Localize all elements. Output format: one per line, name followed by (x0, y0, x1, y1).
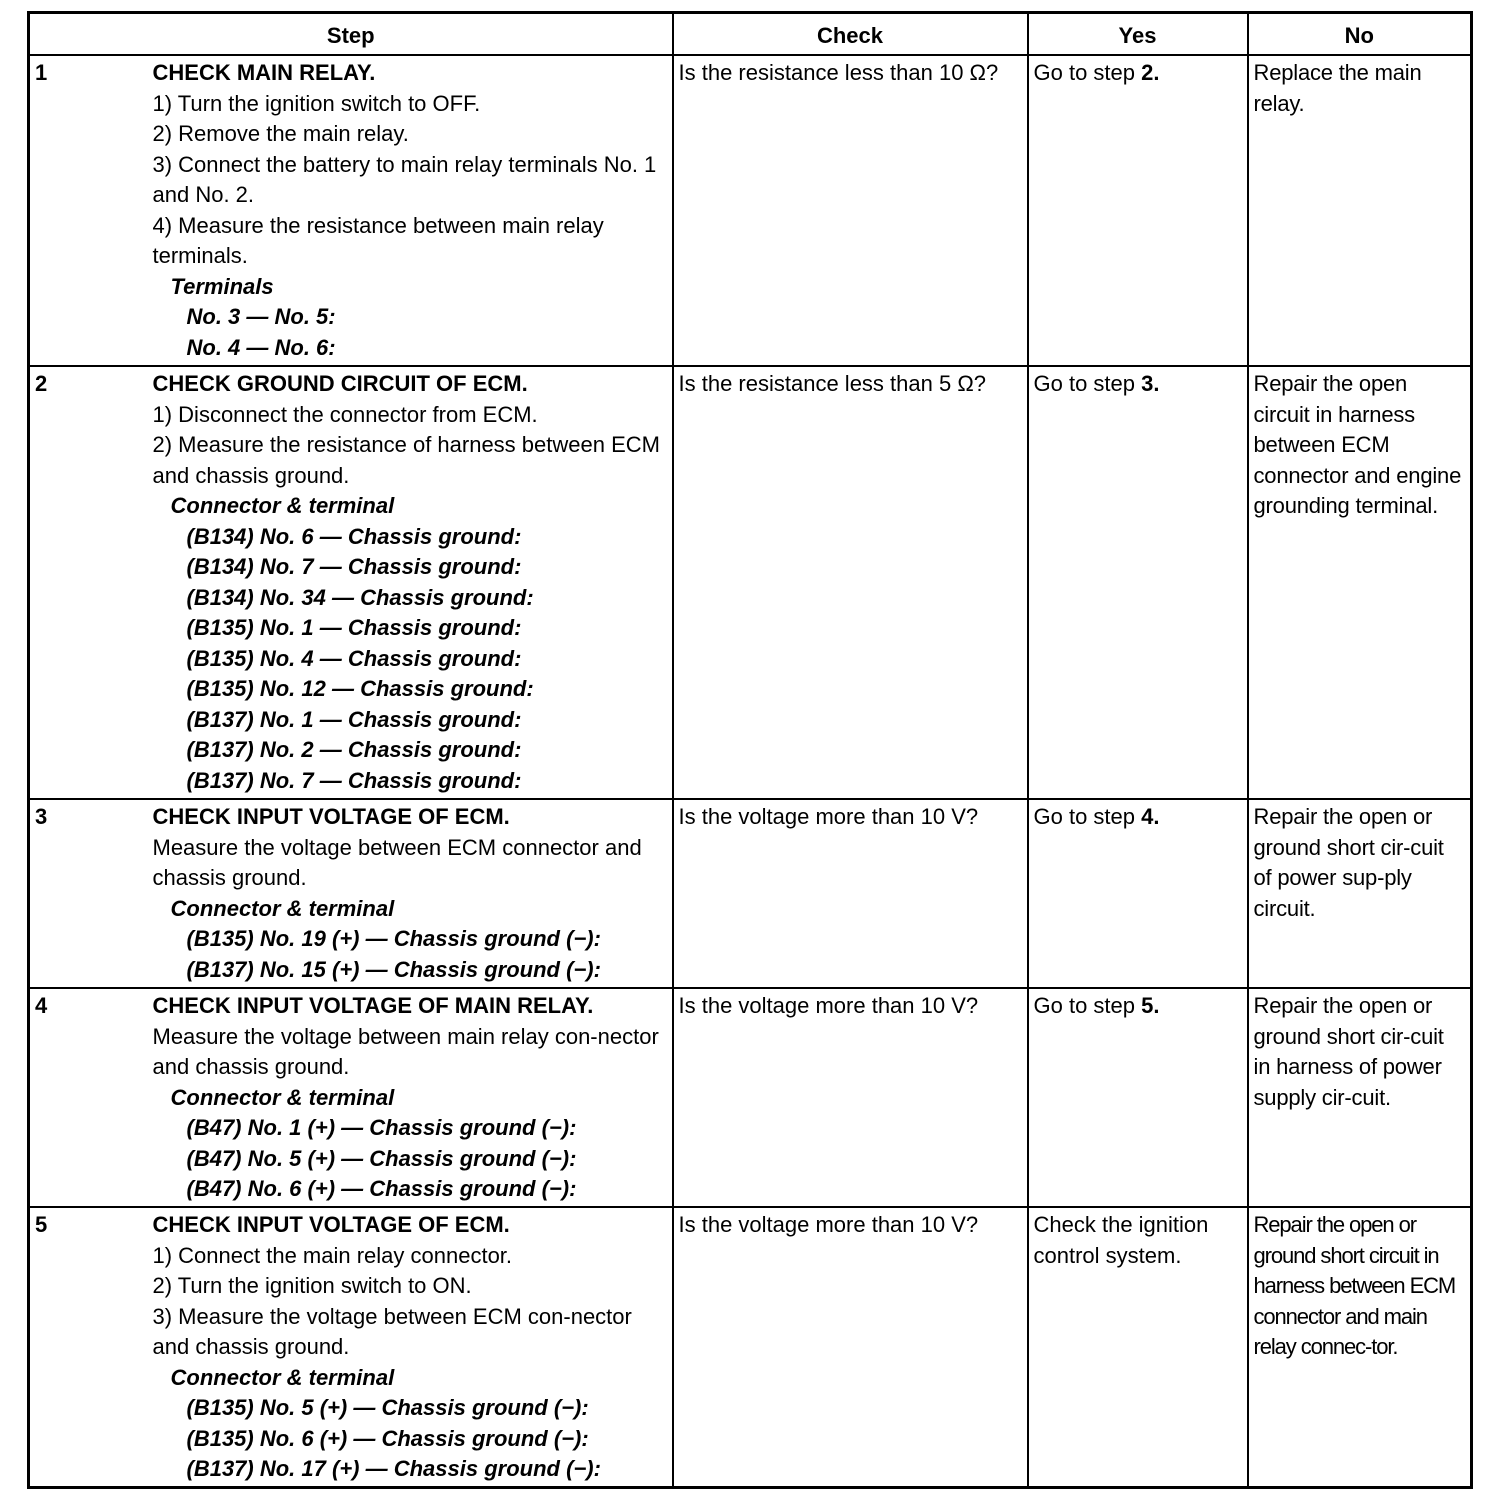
yes-step-number: 4. (1141, 804, 1160, 829)
header-row (29, 13, 1472, 56)
spec-item: No. 4 — No. 6: (186, 334, 336, 360)
header-yes: Yes (1028, 13, 1248, 56)
step-number: 3 (29, 799, 148, 988)
step-title: CHECK MAIN RELAY. (152, 60, 376, 85)
no-action: Repair the open or ground short cir-cuit in harness of power supply cir-cuit. (1248, 988, 1472, 1207)
step-description (148, 55, 673, 366)
yes-text: Go to step (1033, 60, 1142, 85)
no-action: Repair the open or ground short circuit in harness between ECM connector and main relay connec-tor. (1248, 1207, 1472, 1487)
no-action: Repair the open or ground short cir-cuit of power sup-ply circuit. (1248, 799, 1472, 988)
step-title: CHECK INPUT VOLTAGE OF ECM. (152, 804, 510, 829)
step-number: 1 (29, 55, 148, 366)
check-question: Is the resistance less than 10 Ω? (673, 55, 1028, 366)
header-no: No (1248, 13, 1472, 56)
spec-heading: Connector & terminal (170, 1084, 395, 1110)
step-description (148, 799, 673, 988)
spec-item: (B135) No. 4 — Chassis ground: (186, 645, 522, 671)
step-description (148, 988, 673, 1207)
spec-item: (B137) No. 1 — Chassis ground: (186, 706, 522, 732)
step-row (29, 1207, 1472, 1487)
step-instruction: 1) Turn the ignition switch to OFF. (152, 90, 481, 116)
step-title: CHECK INPUT VOLTAGE OF ECM. (152, 1212, 510, 1237)
yes-action (1028, 799, 1248, 988)
no-action: Repair the open circuit in harness between ECM connector and engine grounding terminal. (1248, 366, 1472, 799)
spec-item: (B135) No. 1 — Chassis ground: (186, 615, 522, 640)
step-instruction: 2) Measure the resistance of harness between ECM and chassis ground. (152, 432, 660, 488)
step-number: 4 (29, 988, 148, 1207)
step-row (29, 799, 1472, 988)
header-step: Step (29, 13, 673, 56)
check-question: Is the voltage more than 10 V? (673, 1207, 1028, 1487)
spec-item: (B137) No. 17 (+) — Chassis ground (−): (186, 1456, 601, 1481)
step-description (148, 366, 673, 799)
step-instruction: 2) Turn the ignition switch to ON. (152, 1273, 472, 1298)
spec-item: (B47) No. 6 (+) — Chassis ground (−): (186, 1176, 577, 1201)
spec-heading: Connector & terminal (170, 1364, 395, 1390)
check-question: Is the resistance less than 5 Ω? (673, 366, 1028, 799)
spec-item: (B137) No. 2 — Chassis ground: (186, 737, 522, 762)
diagnostic-table (27, 11, 1473, 1489)
step-instruction: 1) Disconnect the connector from ECM. (152, 401, 538, 427)
step-instruction: Measure the voltage between main relay con-nector and chassis ground. (152, 1023, 659, 1079)
step-title: CHECK GROUND CIRCUIT OF ECM. (152, 371, 528, 396)
step-description (148, 1207, 673, 1487)
header-check: Check (673, 13, 1028, 56)
spec-item: (B134) No. 7 — Chassis ground: (186, 554, 522, 579)
spec-heading: Connector & terminal (170, 493, 395, 518)
check-question: Is the voltage more than 10 V? (673, 988, 1028, 1207)
step-number: 5 (29, 1207, 148, 1487)
step-instruction: 1) Connect the main relay connector. (152, 1242, 513, 1268)
spec-item: (B47) No. 1 (+) — Chassis ground (−): (186, 1115, 577, 1140)
spec-item: (B135) No. 12 — Chassis ground: (186, 676, 534, 701)
step-title: CHECK INPUT VOLTAGE OF MAIN RELAY. (152, 993, 594, 1018)
yes-step-number: 3. (1141, 371, 1160, 396)
no-action: Replace the main relay. (1248, 55, 1472, 366)
yes-step-number: 5. (1141, 993, 1160, 1018)
yes-action (1028, 366, 1248, 799)
yes-text: Go to step (1033, 371, 1142, 396)
spec-item: (B135) No. 19 (+) — Chassis ground (−): (186, 926, 601, 951)
spec-item: (B135) No. 6 (+) — Chassis ground (−): (186, 1425, 589, 1451)
yes-action (1028, 1207, 1248, 1487)
yes-text: Check the ignition control system. (1033, 1212, 1209, 1268)
spec-item: (B137) No. 7 — Chassis ground: (186, 767, 522, 793)
yes-action (1028, 55, 1248, 366)
step-number: 2 (29, 366, 148, 799)
spec-heading: Connector & terminal (170, 895, 395, 921)
spec-item: (B135) No. 5 (+) — Chassis ground (−): (186, 1395, 589, 1420)
step-instruction: 2) Remove the main relay. (152, 121, 409, 146)
check-question: Is the voltage more than 10 V? (673, 799, 1028, 988)
yes-step-number: 2. (1141, 60, 1160, 85)
spec-item: (B134) No. 6 — Chassis ground: (186, 523, 522, 549)
spec-item: (B134) No. 34 — Chassis ground: (186, 584, 534, 610)
spec-heading: Terminals (170, 273, 274, 299)
step-row (29, 988, 1472, 1207)
yes-text: Go to step (1033, 993, 1142, 1018)
spec-item: No. 3 — No. 5: (186, 304, 336, 329)
step-instruction: 3) Connect the battery to main relay terminals No. 1 and No. 2. (152, 151, 657, 207)
spec-item: (B137) No. 15 (+) — Chassis ground (−): (186, 956, 601, 982)
step-instruction: Measure the voltage between ECM connector and chassis ground. (152, 834, 642, 890)
yes-text: Go to step (1033, 804, 1142, 829)
step-row (29, 366, 1472, 799)
step-instruction: 4) Measure the resistance between main relay terminals. (152, 212, 604, 268)
step-instruction: 3) Measure the voltage between ECM con-nector and chassis ground. (152, 1303, 632, 1359)
spec-item: (B47) No. 5 (+) — Chassis ground (−): (186, 1145, 577, 1171)
step-row (29, 55, 1472, 366)
yes-action (1028, 988, 1248, 1207)
